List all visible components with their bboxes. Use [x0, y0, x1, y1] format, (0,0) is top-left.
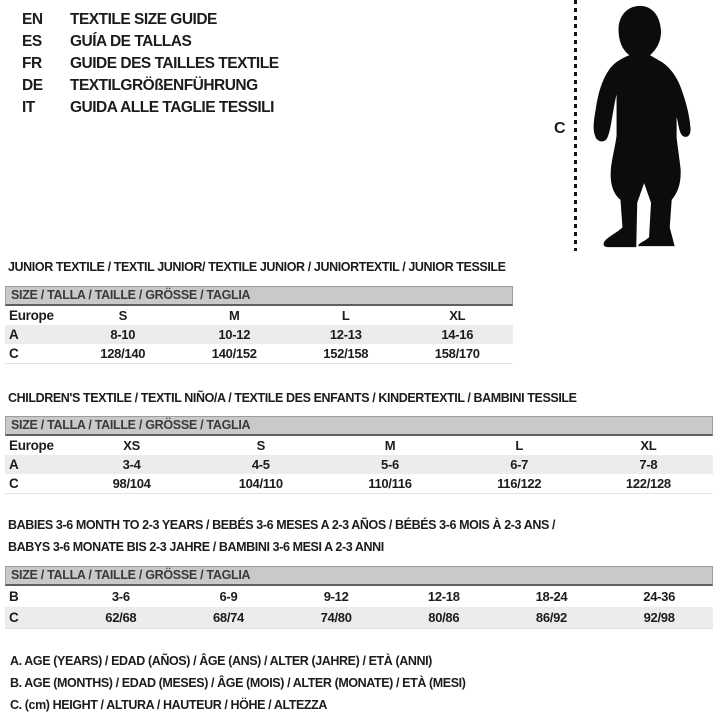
height-cell: 80/86 — [428, 609, 460, 625]
language-row-de — [22, 75, 279, 97]
footnote-a: A. AGE (YEARS) / EDAD (AÑOS) / ÂGE (ANS) / ALTER (JAHRE) / ETÀ (ANNI) — [10, 654, 432, 668]
size-cell: L — [515, 438, 523, 453]
age-cell: 18-24 — [535, 589, 568, 604]
children-size-table — [5, 416, 713, 494]
table-row-age — [5, 325, 513, 344]
height-cell: 128/140 — [100, 345, 146, 361]
language-title: TEXTILE SIZE GUIDE — [70, 11, 217, 28]
table-row-age-months — [5, 586, 713, 607]
height-cell: 74/80 — [320, 609, 352, 625]
footnote-legend — [10, 650, 466, 716]
size-cell: XS — [123, 438, 140, 453]
size-cell: S — [256, 438, 265, 453]
language-row-es — [22, 31, 279, 53]
table-row-age — [5, 455, 713, 474]
section-title-babies-line2: BABYS 3-6 MONATE BIS 2-3 JAHRE / BAMBINI 3-6 MESI A 2-3 ANNI — [8, 540, 384, 554]
section-title-babies-line1: BABIES 3-6 MONTH TO 2-3 YEARS / BEBÉS 3-6 MESES A 2-3 AÑOS / BÉBÉS 3-6 MOIS À 2-3 ANS / — [8, 518, 556, 532]
section-title-children: CHILDREN'S TEXTILE / TEXTIL NIÑO/A / TEXTILE DES ENFANTS / KINDERTEXTIL / BAMBINI TESSILE — [8, 391, 577, 405]
height-cell: 110/116 — [368, 475, 412, 491]
language-title: GUIDA ALLE TAGLIE TESSILI — [70, 99, 274, 116]
language-row-en — [22, 9, 279, 31]
table-row-height — [5, 344, 513, 363]
table-row-europe — [5, 306, 513, 325]
language-code: IT — [22, 99, 35, 116]
age-cell: 12-13 — [329, 327, 362, 342]
language-row-fr — [22, 53, 279, 75]
age-cell: 24-36 — [643, 589, 676, 604]
height-cell: 104/110 — [238, 475, 283, 491]
age-cell: 5-6 — [381, 457, 399, 472]
row-label: Europe — [9, 438, 54, 453]
language-code: EN — [22, 11, 43, 28]
age-cell: 6-9 — [219, 589, 238, 604]
section-title-junior: JUNIOR TEXTILE / TEXTIL JUNIOR/ TEXTILE JUNIOR / JUNIORTEXTIL / JUNIOR TESSILE — [8, 260, 506, 274]
size-cell: M — [228, 308, 240, 323]
footnote-b: B. AGE (MONTHS) / EDAD (MESES) / ÂGE (MOIS) / ALTER (MONATE) / ETÀ (MESI) — [10, 676, 466, 690]
language-title: TEXTILGRÖßENFÜHRUNG — [70, 77, 258, 94]
language-row-it — [22, 97, 279, 119]
height-cell: 98/104 — [112, 475, 151, 491]
row-label: C — [9, 345, 19, 361]
age-cell: 8-10 — [110, 327, 136, 342]
height-cell: 158/170 — [434, 345, 480, 361]
size-header-bar: SIZE / TALLA / TAILLE / GRÖSSE / TAGLIA — [5, 286, 513, 306]
size-header-bar: SIZE / TALLA / TAILLE / GRÖSSE / TAGLIA — [5, 416, 713, 436]
language-title: GUÍA DE TALLAS — [70, 33, 192, 50]
language-code: FR — [22, 55, 42, 72]
age-cell: 3-4 — [122, 457, 141, 472]
section-title-babies — [8, 514, 555, 558]
row-label: C — [9, 475, 19, 491]
babies-size-table — [5, 566, 713, 629]
table-row-europe — [5, 436, 713, 455]
size-cell: L — [341, 308, 350, 323]
age-cell: 4-5 — [251, 457, 270, 472]
row-label: A — [9, 457, 19, 472]
footnote-c: C. (cm) HEIGHT / ALTURA / HAUTEUR / HÖHE / ALTEZZA — [10, 698, 328, 712]
table-row-height — [5, 474, 713, 493]
size-cell: XL — [449, 308, 466, 323]
size-cell: S — [118, 308, 127, 323]
height-cell: 140/152 — [211, 345, 257, 361]
age-cell: 7-8 — [639, 457, 658, 472]
language-code: DE — [22, 77, 43, 94]
toddler-silhouette-icon — [588, 2, 716, 250]
language-title: GUIDE DES TAILLES TEXTILE — [70, 55, 279, 72]
row-label: A — [9, 327, 19, 342]
height-cell: 122/128 — [625, 475, 671, 491]
height-cell: 152/158 — [323, 345, 369, 361]
height-cell: 62/68 — [105, 609, 137, 625]
size-header-bar: SIZE / TALLA / TAILLE / GRÖSSE / TAGLIA — [5, 566, 713, 586]
size-cell: M — [384, 438, 396, 453]
height-cell: 92/98 — [643, 609, 675, 625]
height-cell: 116/122 — [497, 475, 542, 491]
height-marker-label: C — [554, 120, 566, 137]
age-cell: 3-6 — [111, 589, 130, 604]
height-measure-dashed-line — [574, 0, 577, 251]
table-row-height — [5, 607, 713, 628]
junior-size-table — [5, 286, 513, 364]
height-cell: 86/92 — [535, 609, 567, 625]
age-cell: 10-12 — [218, 327, 251, 342]
row-label: Europe — [9, 308, 54, 323]
height-cell: 68/74 — [212, 609, 244, 625]
row-label: B — [9, 589, 19, 604]
row-label: C — [9, 609, 19, 625]
age-cell: 6-7 — [510, 457, 529, 472]
language-code: ES — [22, 33, 42, 50]
age-cell: 14-16 — [441, 327, 474, 342]
age-cell: 9-12 — [323, 589, 349, 604]
age-cell: 12-18 — [427, 589, 460, 604]
size-cell: XL — [640, 438, 657, 453]
language-list — [22, 9, 279, 119]
